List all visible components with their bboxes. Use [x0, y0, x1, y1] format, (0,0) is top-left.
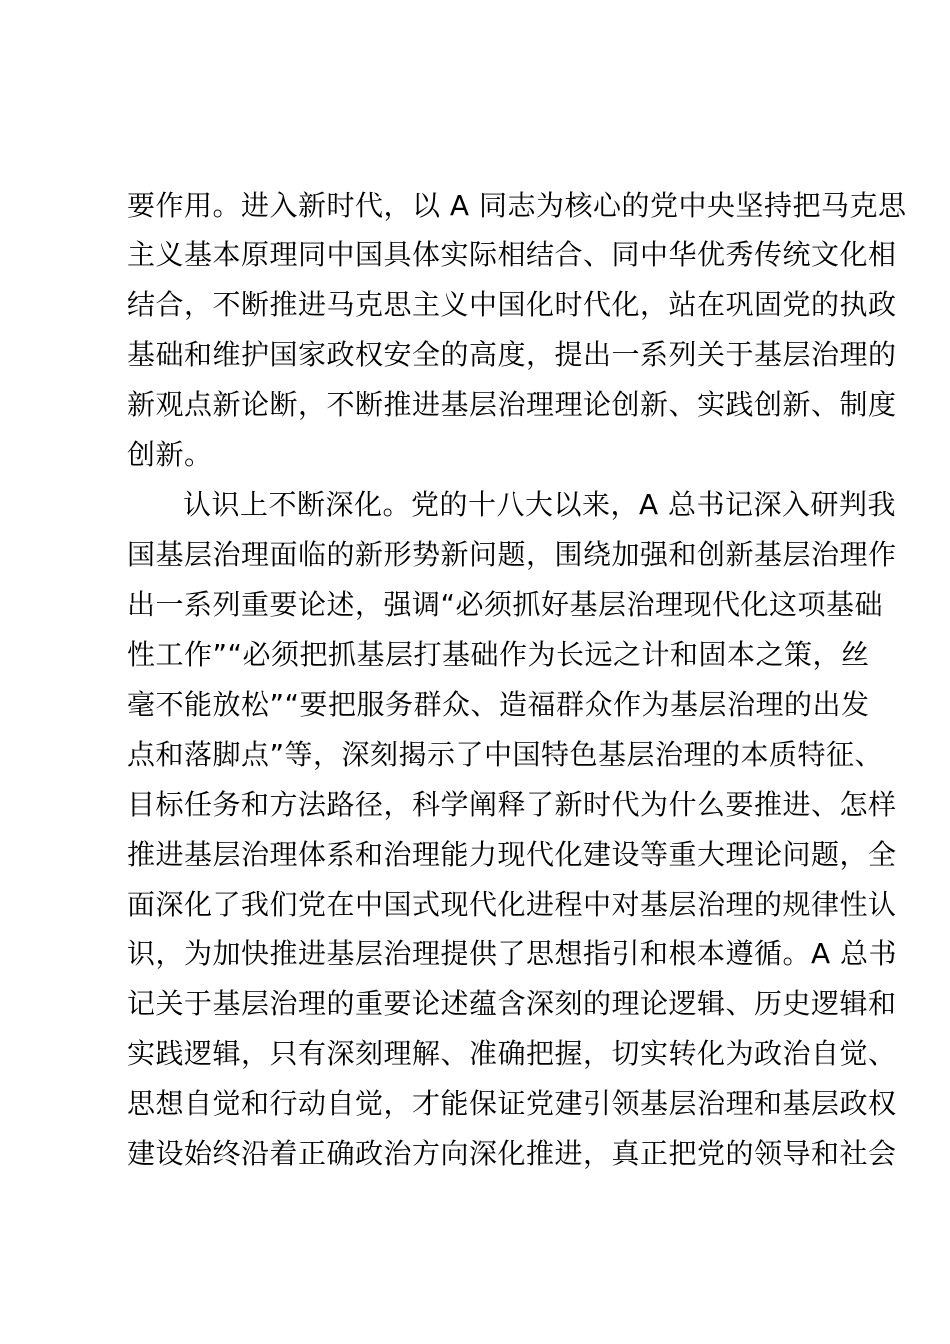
- text-line: 新观点新论断，不断推进基层治理理论创新、实践创新、制度: [127, 388, 897, 421]
- text-line: 基础和维护国家政权安全的高度，提出一系列关于基层治理的: [127, 338, 897, 371]
- text-line: 思想自觉和行动自觉，才能保证党建引领基层治理和基层政权: [127, 1087, 897, 1120]
- text-line: 面深化了我们党在中国式现代化进程中对基层治理的规律性认: [127, 888, 897, 921]
- text-line: 目标任务和方法路径，科学阐释了新时代为什么要推进、怎样: [127, 788, 897, 821]
- text-line: 记关于基层治理的重要论述蕴含深刻的理论逻辑、历史逻辑和: [127, 987, 897, 1020]
- text-line: 结合，不断推进马克思主义中国化时代化，站在巩固党的执政: [127, 288, 897, 321]
- text-line: 要作用。进入新时代，以 A 同志为核心的党中央坚持把马克思: [127, 189, 907, 222]
- text-line: 出一系列重要论述，强调“必须抓好基层治理现代化这项基础: [127, 588, 884, 621]
- text-line: 主义基本原理同中国具体实际相结合、同中华优秀传统文化相: [127, 238, 897, 271]
- text-line: 创新。: [127, 438, 213, 471]
- text-line: 毫不能放松”“要把服务群众、造福群众作为基层治理的出发: [127, 688, 870, 721]
- paragraph-heading-line: 认识上不断深化。党的十八大以来，A 总书记深入研判我: [183, 488, 897, 521]
- text-line: 建设始终沿着正确政治方向深化推进，真正把党的领导和社会: [127, 1137, 897, 1170]
- text-line: 实践逻辑，只有深刻理解、准确把握，切实转化为政治自觉、: [127, 1037, 897, 1070]
- text-line: 推进基层治理体系和治理能力现代化建设等重大理论问题，全: [127, 838, 897, 871]
- text-line: 识，为加快推进基层治理提供了思想指引和根本遵循。A 总书: [127, 937, 898, 970]
- text-line: 性工作”“必须把抓基层打基础作为长远之计和固本之策，丝: [127, 638, 870, 671]
- text-line: 国基层治理面临的新形势新问题，围绕加强和创新基层治理作: [127, 538, 897, 571]
- text-line: 点和落脚点”等，深刻揭示了中国特色基层治理的本质特征、: [127, 738, 884, 771]
